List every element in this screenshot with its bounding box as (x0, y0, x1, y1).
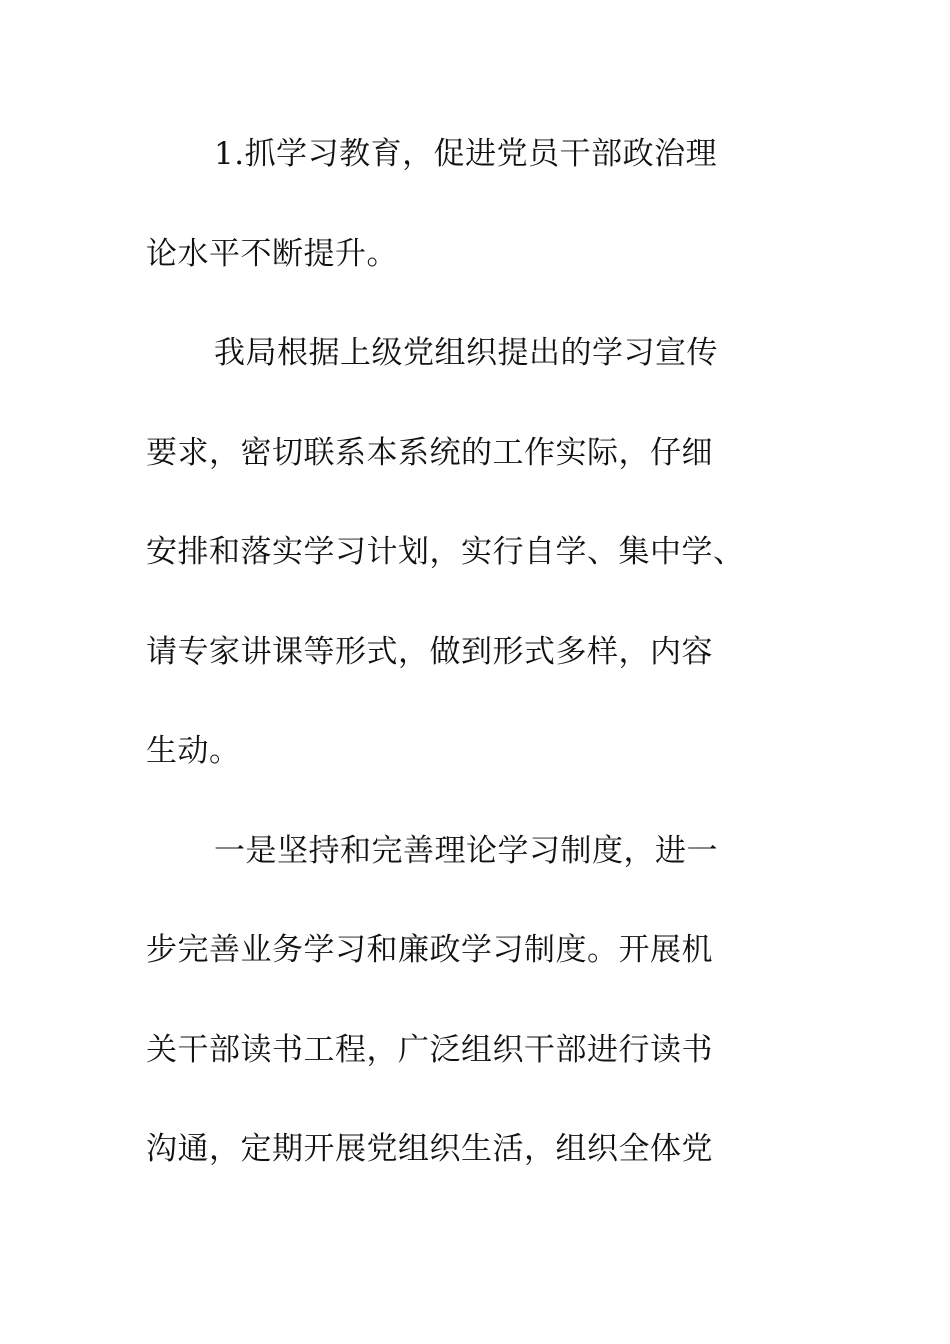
text-line: 要求，密切联系本系统的工作实际，仔细 (146, 434, 713, 471)
text-line: 关干部读书工程，广泛组织干部进行读书 (146, 1031, 713, 1068)
text-line: 步完善业务学习和廉政学习制度。开展机 (146, 932, 713, 968)
text-line: 生动。 (146, 733, 241, 769)
body-text (146, 126, 826, 1221)
text-line: 沟通，定期开展党组织生活，组织全体党 (146, 1131, 713, 1167)
text-line: 我局根据上级党组织提出的学习宣传 (214, 335, 718, 371)
text-line: 一是坚持和完善理论学习制度，进一 (214, 832, 718, 869)
text-line: 1.抓学习教育，促进党员干部政治理 (214, 136, 718, 172)
text-line: 安排和落实学习计划，实行自学、集中学、 (146, 534, 745, 570)
text-line: 论水平不断提升。 (146, 235, 398, 272)
text-line: 请专家讲课等形式，做到形式多样，内容 (146, 633, 713, 670)
